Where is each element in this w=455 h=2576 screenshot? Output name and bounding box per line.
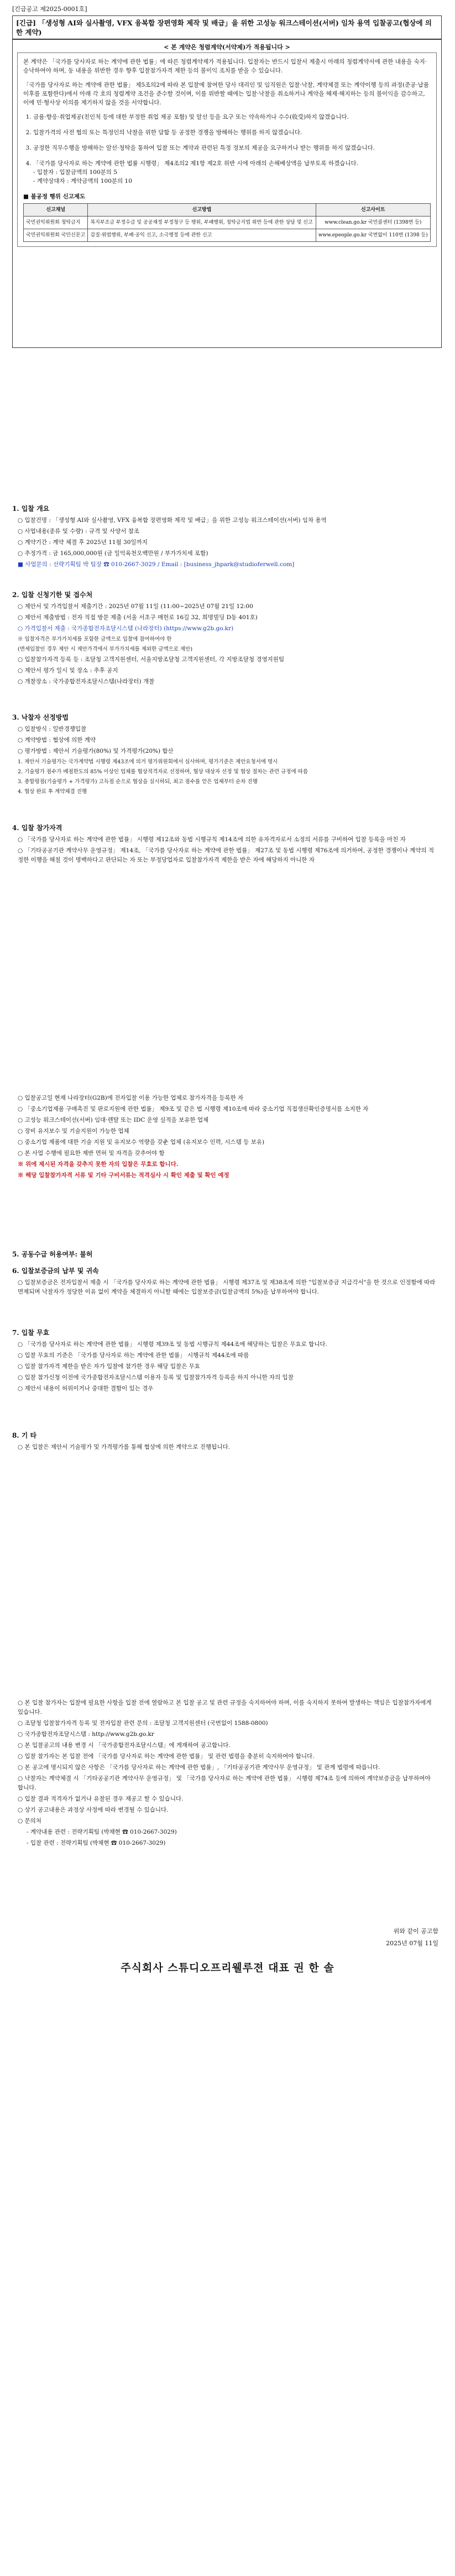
section-1-title: 1. 입찰 개요 bbox=[12, 505, 50, 513]
section-line: ○ 조달청 입찰참가자격 등록 및 전자입찰 관련 문의 : 조달청 고객지원센터 (국번없이 1588-0800) bbox=[18, 1720, 268, 1727]
section-line: ○ 중소기업 제품에 대한 기술 지원 및 유지보수 역량을 갖춘 업체 (유지보수 인력, 시스템 등 보유) bbox=[18, 1139, 265, 1146]
section-2-title: 2. 입찰 신청기한 및 접수처 bbox=[12, 591, 93, 599]
section-line: ■ 사업문의 : 선략기획팀 박 팀장 ☎ 010-2667-3029 / Email : [business_jhpark@studioferwell.com] bbox=[18, 561, 295, 568]
section-line: ○ 입찰참가자격 등록 등 : 조달청 고객지원센터, 서울지방조달청 고객지원센터, 각 지방조달청 경영지원팀 bbox=[18, 656, 285, 663]
section-line: ○ 낙찰자는 계약체결 시 「기타공공기관 계약사무 운영규정」 및 「국가를 당사자로 하는 계약에 관한 법률」 시행령 제74조 등에 의하여 계약보증금을 납부하여야 합니다. bbox=[18, 1775, 431, 1791]
integrity-notice-content bbox=[17, 52, 437, 247]
contact-line: - 입찰 관련 : 전략기획팀 (박채현 ☎ 010-2667-3029) bbox=[27, 1840, 166, 1846]
section-7-body bbox=[18, 1340, 438, 1395]
section-8-body-b bbox=[18, 1698, 438, 1850]
section-line: ○ 계약기간 : 계약 체결 후 2025년 11월 30일까지 bbox=[18, 539, 148, 546]
section-line: ○ 본 사업 수행에 필요한 제반 면허 및 자격을 갖추어야 함 bbox=[18, 1150, 165, 1157]
report-channel-table bbox=[23, 203, 431, 242]
section-line: ○ 장비 유지보수 및 기술지원이 가능한 업체 bbox=[18, 1128, 129, 1134]
penalty-bidder: - 입찰자 : 입찰금액의 100분의 5 bbox=[33, 169, 117, 176]
title-text: [긴급] 「생성형 AI와 실사촬영, VFX 융복합 장편영화 제작 및 배급」을 위한 고성능 워크스테이션(서버) 임차 용역 입찰공고(협상에 의한 계약) bbox=[16, 19, 432, 36]
page-title bbox=[12, 15, 442, 40]
section-line: 2. 기술평가 점수가 배점한도의 85% 이상인 업체를 협상적격자로 선정하며, 협상 대상자 선정 및 협상 절차는 관련 규정에 따름 bbox=[18, 769, 308, 775]
integrity-condition: 1. 금품·향응·취업제공(친인척 등에 대한 부정한 취업 제공 포함) 및 알선 등을 요구 또는 약속하거나 수수(收受)하지 않겠습니다. bbox=[33, 113, 431, 122]
section-8-title: 8. 기 타 bbox=[12, 1432, 37, 1439]
section-line: ○ 「국가를 당사자로 하는 계약에 관한 법률」 시행령 제12조와 동법 시행규칙 제14조에 의한 유자격자로서 소정의 서류를 구비하여 입찰 등록을 마친 자 bbox=[18, 836, 406, 843]
section-line: ○ 입찰 결과 적격자가 없거나 유찰된 경우 재공고 할 수 있습니다. bbox=[18, 1796, 184, 1802]
section-line: ○ 「중소기업제품 구매촉진 및 판로지원에 관한 법률」 제9조 및 같은 법 시행령 제10조에 따라 중소기업 직접생산확인증명서를 소지한 자 bbox=[18, 1106, 369, 1112]
section-line: ○ 입찰공고일 현재 나라장터(G2B)에 전자입찰 이용 가능한 업체로 참가자격을 등록한 자 bbox=[18, 1095, 244, 1101]
integrity-condition-text: 「국가를 당사자로 하는 계약에 관한 법률 시행령」 제4조의2 제1항 제2호 위반 시에 아래의 손해배상액을 납부토록 하겠습니다. bbox=[33, 160, 358, 167]
section-line: 1. 제안서 기술평가는 국가계약법 시행령 제43조에 의거 평가위원회에서 심사하며, 평가기준은 제안요청서에 명시 bbox=[18, 759, 278, 765]
section-line: ○ 입찰 참가신청 이전에 국가종합전자조달시스템 이용자 등록 및 입찰참가자격 등록을 하지 아니한 자의 입찰 bbox=[18, 1374, 294, 1381]
section-line: ○ 계약방법 : 협상에 의한 계약 bbox=[18, 737, 96, 743]
section-line: 4. 협상 완료 후 계약체결 진행 bbox=[18, 789, 87, 795]
section-4-body-a bbox=[18, 835, 438, 867]
section-line: ○ 상기 공고내용은 과정상 사정에 따라 변경될 수 있습니다. bbox=[18, 1807, 169, 1813]
contact-line: - 계약내용 관련 : 전략기획팀 (박채현 ☎ 010-2667-3029) bbox=[27, 1829, 177, 1835]
integrity-notice-heading: < 본 계약은 청렴계약(서약제)가 적용됩니다 > bbox=[164, 44, 290, 51]
table-cell: 복지부조금 부정수급 및 공공재정 부정청구 등 행위, 부패행위, 청탁금지법 위반 등에 관한 상담 및 신고 bbox=[88, 217, 316, 229]
integrity-condition: 2. 입찰가격의 사전 협의 또는 특정인의 낙찰을 위한 담합 등 공정한 경쟁을 방해하는 행위를 하지 않겠습니다. bbox=[33, 128, 431, 137]
section-line: ○ 문의처 bbox=[18, 1818, 41, 1824]
issuer-signature: 주식회사 스튜디오프리웰루젼 대표 권 한 솔 bbox=[121, 1962, 334, 1974]
section-line: ○ 본 입찰 참가자는 입찰에 필요한 사항을 입찰 전에 열람하고 본 입찰 공고 및 관련 규정을 숙지하여야 하며, 이를 숙지하지 못하여 발생하는 책임은 입찰참가자에게 있습니다. bbox=[18, 1699, 432, 1715]
table-row bbox=[24, 229, 431, 242]
section-3-body bbox=[18, 725, 438, 798]
section-line: ○ 입찰건명 : 「생성형 AI와 실사촬영, VFX 융복합 장편영화 제작 및 배급」을 위한 고성능 워크스테이션(서버) 임차 용역 bbox=[18, 517, 327, 524]
table-cell: 국민권익위원회 국민신문고 bbox=[24, 229, 88, 242]
section-line: ○ 제안서 평가 일시 및 장소 : 추후 공지 bbox=[18, 667, 118, 674]
section-line: ○ 제안서 제출방법 : 전자 직접 방문 제출 (서울 서초구 매헌로 16길 32, 희명빌딩 D동 401호) bbox=[18, 614, 258, 621]
integrity-paragraph-1: 본 계약은 「국가를 당사자로 하는 계약에 관한 법률」에 따른 청렴계약제가 적용됩니다. 입찰자는 반드시 입찰서 제출시 아래의 청렴계약서에 관한 내용을 숙지·승낙하여야 하며, 동 내용을 위반한 경우 향후 입찰참가자격 제한 등의 불이익 조치를 받을 수 있습니다. bbox=[23, 59, 427, 74]
section-line: ○ 「기타공공기관 계약사무 운영규정」 제14조, 「국가를 당사자로 하는 계약에 관한 법률」 제27조 및 동법 시행령 제76조에 의거하여, 공정한 경쟁이나 계약의 적정한 이행을 해칠 것이 명백하다고 판단되는 자 또는 부정당업자로 입찰참가자격 제한을 받은 자에 해당하지 아니한 자 bbox=[18, 847, 434, 863]
table-cell: www.epeople.go.kr 국번없이 110번 (1398 등) bbox=[316, 229, 430, 242]
integrity-conditions-list bbox=[23, 113, 431, 186]
section-line: ○ 평가방법 : 제안서 기술평가(80%) 및 가격평가(20%) 합산 bbox=[18, 748, 174, 754]
section-line: ○ 추정가격 : 금 165,000,000원 (금 일억육천오백만원 / 부가가치세 포함) bbox=[18, 550, 208, 557]
table-cell: 국민권익위원회 청탁금지 bbox=[24, 217, 88, 229]
section-line: ○ 본 입찰은 제안서 기술평가 및 가격평가를 통해 협상에 의한 계약으로 진행됩니다. bbox=[18, 1444, 230, 1450]
section-line: ○ 본 공고에 명시되지 않은 사항은 「국가를 당사자로 하는 계약에 관한 법률」, 「기타공공기관 계약사무 운영규정」 및 관계 법령에 따릅니다. bbox=[18, 1764, 380, 1771]
section-line: ○ 입찰 참가자격 제한을 받은 자가 입찰에 참가한 경우 해당 입찰은 무효 bbox=[18, 1363, 200, 1370]
section-1-body bbox=[18, 516, 438, 571]
table-cell: 갑질·위법행위, 부패·공익 신고, 소극행정 등에 관한 신고 bbox=[88, 229, 316, 242]
section-note-invalid: ※ 위에 제시된 자격을 갖추지 못한 자의 입찰은 무효로 합니다. bbox=[18, 1161, 179, 1168]
section-line: ○ 제안서 및 가격입찰서 제출기간 : 2025년 07월 11일 (11:00~2025년 07월 21일 12:00 bbox=[18, 603, 253, 610]
section-8-body-a bbox=[18, 1443, 438, 1454]
table-header: 신고채널 bbox=[24, 204, 88, 217]
section-6-body bbox=[18, 1278, 438, 1298]
table-cell: www.clean.go.kr 국민콜센터 (1398번 등) bbox=[316, 217, 430, 229]
section-line: ○ 가격입찰서 제출 : 국가종합전자조달시스템 (나라장터) (https://www.g2b.go.kr) bbox=[18, 625, 234, 632]
table-header: 신고사이트 bbox=[316, 204, 430, 217]
section-line: ○ 입찰보증금은 전자입찰서 제출 시 「국가를 당사자로 하는 계약에 관한 법률」 시행령 제37조 및 제38조에 의한 "입찰보증금 지급각서"을 한 것으로 인정함에 따라 면제되며 낙찰자가 정당한 이유 없이 계약을 체결하지 아니할 때에는 입찰보증금(입찰금액의 5%)을 납부하여야 합니다. bbox=[18, 1279, 436, 1295]
section-5-title: 5. 공동수급 허용여부: 불허 bbox=[12, 1250, 93, 1258]
section-line: ○ 개찰장소 : 국가종합전자조달시스템(나라장터) 개찰 bbox=[18, 678, 155, 685]
integrity-condition bbox=[33, 159, 431, 186]
section-line: ○ 입찰방식 : 일반경쟁입찰 bbox=[18, 726, 87, 732]
section-line: ○ 「국가를 당사자로 하는 계약에 관한 법률」 시행령 제39조 및 동법 시행규칙 제44조에 해당하는 입찰은 무효로 합니다. bbox=[18, 1341, 327, 1348]
section-7-title: 7. 입찰 무효 bbox=[12, 1329, 50, 1337]
section-line: ※ 입찰자격은 부가가치세를 포함한 금액으로 입찰에 참여하여야 한 bbox=[18, 636, 172, 642]
section-line: ○ 국가종합전자조달시스템 : http://www.g2b.go.kr bbox=[18, 1731, 154, 1738]
integrity-condition: 3. 공정한 직무수행을 방해하는 알선·청탁을 통하여 입찰 또는 계약과 관련된 특정 정보의 제공을 요구하거나 받는 행위를 하지 않겠습니다. bbox=[33, 144, 431, 152]
section-4-body-b bbox=[18, 1094, 438, 1182]
integrity-paragraph-2: 「국가를 당사자로 하는 계약에 관한 법률」 제5조의2에 따라 본 입찰에 참여한 당사 대리인 및 임직원은 입찰·낙찰, 계약체결 또는 계약이행 등의 과정(준공·납품 이후를 포함한다)에서 아래 각 호의 청렴계약 조건을 준수할 것이며, 이를 위반할 때에는 입찰·낙찰을 취소하거나 계약을 해제·해지하는 등의 불이익을 감수하고, 이에 민·형사상 이의를 제기하지 않을 것을 서약합니다. bbox=[23, 82, 429, 106]
section-line: ○ 입찰 참가자는 본 입찰 전에 「국가를 당사자로 하는 계약에 관한 법률」 및 관련 법령을 충분히 숙지하여야 합니다. bbox=[18, 1753, 315, 1760]
section-2-body bbox=[18, 602, 438, 688]
section-line: ○ 본 입찰공고의 내용 변경 시 「국가종합전자조달시스템」에 게재하여 공고합니다. bbox=[18, 1742, 231, 1749]
section-6-title: 6. 입찰보증금의 납부 및 귀속 bbox=[12, 1267, 99, 1275]
report-system-title: ■ 불공정 행위 신고제도 bbox=[23, 193, 86, 200]
section-line: (면세입찰인 경우 제안 시 제안가격에서 부가가치세를 제외한 금액으로 제안) bbox=[18, 646, 193, 652]
section-note-documents: ※ 해당 입찰참가자격 서류 및 기타 구비서류는 적격심사 시 확인 제출 및 확인 예정 bbox=[18, 1172, 229, 1179]
section-line: ○ 제안서 내용이 허위이거나 중대한 결함이 있는 경우 bbox=[18, 1385, 154, 1392]
announcement-date: 2025년 07월 11일 bbox=[386, 1940, 438, 1947]
notice-number: [긴급공고 제2025-0001호] bbox=[12, 6, 87, 13]
integrity-notice-box bbox=[12, 39, 442, 348]
section-3-title: 3. 낙찰자 선정방법 bbox=[12, 714, 69, 721]
table-row bbox=[24, 217, 431, 229]
table-header: 신고방법 bbox=[88, 204, 316, 217]
section-line: ○ 사업내용(종류 및 수량) : 규격 및 사양서 참조 bbox=[18, 528, 140, 535]
section-4-title: 4. 입찰 참가자격 bbox=[12, 824, 62, 832]
section-line: 3. 종합평점(기술평가 + 가격평가) 고득점 순으로 협상을 실시하되, 최고 점수를 얻은 업체부터 순차 진행 bbox=[18, 779, 258, 785]
penalty-contractor: - 계약상대자 : 계약금액의 100분의 10 bbox=[33, 178, 132, 184]
section-line: ○ 입찰 무효의 기준은 「국가를 당사자로 하는 계약에 관한 법률」 시행규칙 제44조에 따름 bbox=[18, 1352, 249, 1359]
section-line: ○ 고성능 워크스테이션(서버) 임대·렌탈 또는 IDC 운영 실적을 보유한 업체 bbox=[18, 1117, 209, 1123]
closing-text: 위와 같이 공고함 bbox=[393, 1928, 438, 1935]
